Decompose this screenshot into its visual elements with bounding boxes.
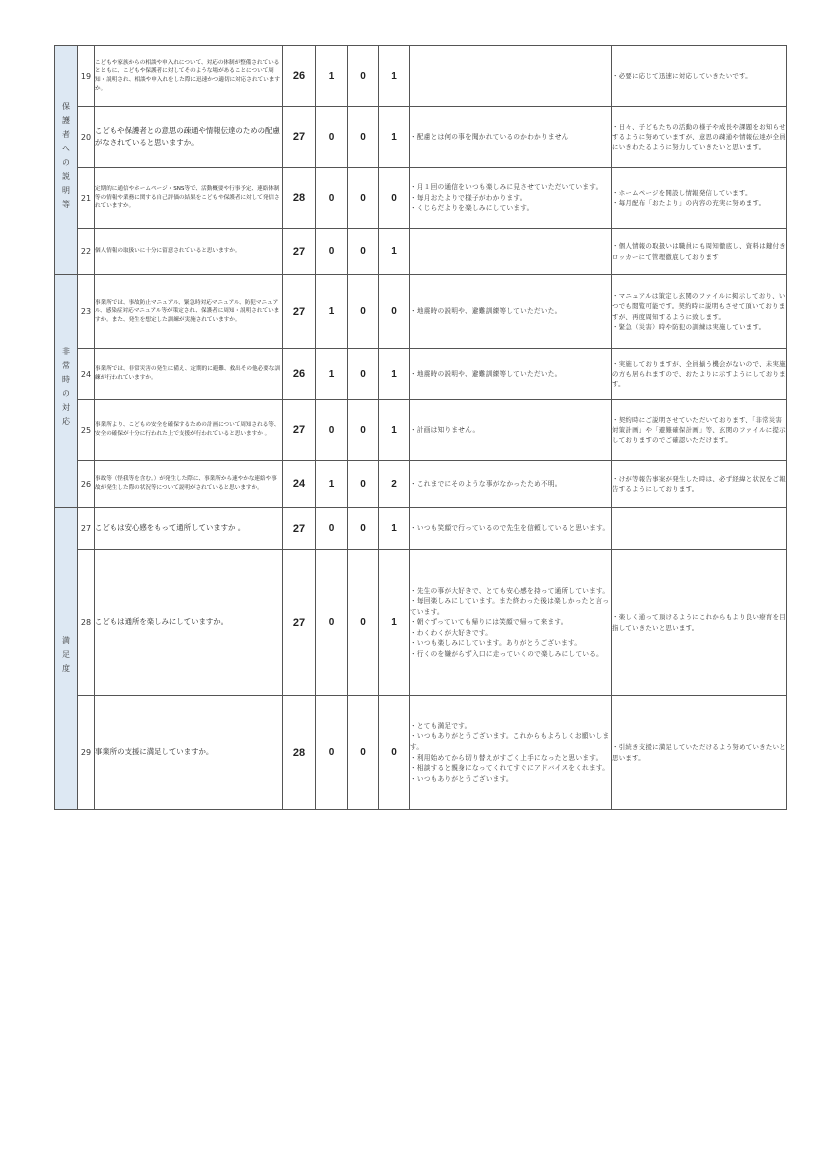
count-no: 0 (348, 46, 379, 107)
opinion-line: ・地震時の説明や、避難訓練等していただいた。 (410, 369, 562, 378)
reply-line: ・引続き支援に満足していただけるよう努めていきたいと思います。 (612, 743, 786, 762)
count-yes: 26 (283, 46, 316, 107)
facility-reply (612, 107, 787, 168)
count-unknown: 0 (316, 400, 348, 461)
table-row (55, 229, 787, 275)
table-row (55, 107, 787, 168)
reply-line: ・緊急（災害）時や防犯の訓練は実施しています。 (612, 322, 766, 331)
reply-line: ・マニュアルは策定し玄関のファイルに掲示しており、いつでも閲覧可能です。契約時に説明もさせて頂いておりますが、再度周知するように致します。 (612, 292, 786, 321)
category-cell (55, 508, 78, 810)
reply-line: ・実施しておりますが、全員揃う機会がないので、未実施の方も居られますので、おたよりに示すようにしております。 (612, 359, 786, 389)
count-unknown: 1 (316, 275, 348, 349)
count-na: 1 (379, 400, 410, 461)
question-number: 24 (78, 349, 95, 400)
table-row (55, 696, 787, 810)
question-number: 19 (78, 46, 95, 107)
facility-reply (612, 349, 787, 400)
count-na: 1 (379, 229, 410, 275)
facility-reply (612, 461, 787, 508)
count-na: 0 (379, 275, 410, 349)
table-row (55, 275, 787, 349)
count-no: 0 (348, 349, 379, 400)
reply-line: ・ホームページを開設し情報発信しています。 (612, 188, 752, 197)
count-yes: 27 (283, 550, 316, 696)
category-cell (55, 46, 78, 275)
opinion-line: ・配慮とは何の事を聞かれているのかわかりません (410, 132, 569, 141)
count-yes: 24 (283, 461, 316, 508)
question-text: こどもや保護者との意思の疎通や情報伝達のための配慮がなされていると思いますか。 (95, 107, 283, 168)
count-unknown: 1 (316, 46, 348, 107)
count-na: 1 (379, 107, 410, 168)
reply-line: ・契約時にご説明させていただいております、「非常災害対策計画」や「避難確保計画」等、玄関のファイルに提示しておりますのでご確認いただけます。 (612, 415, 786, 445)
parent-opinion (410, 168, 612, 229)
opinion-line: ・これまでにそのような事がなかったため不明。 (410, 479, 562, 488)
count-yes: 27 (283, 275, 316, 349)
parent-opinion (410, 349, 612, 400)
parent-opinion (410, 461, 612, 508)
opinion-line: ・利用始めてから切り替えがすごく上手になったと思います。 (410, 753, 603, 762)
count-na: 0 (379, 168, 410, 229)
parent-opinion (410, 400, 612, 461)
question-number: 23 (78, 275, 95, 349)
question-number: 21 (78, 168, 95, 229)
count-no: 0 (348, 107, 379, 168)
opinion-line: ・いつも楽しみにしています。ありがとうございます。 (410, 639, 582, 648)
count-no: 0 (348, 508, 379, 550)
parent-opinion (410, 229, 612, 275)
count-na: 1 (379, 46, 410, 107)
count-yes: 28 (283, 696, 316, 810)
opinion-line: ・いつもありがとうございます。これからもよろしくお願いします。 (410, 732, 610, 751)
count-unknown: 0 (316, 168, 348, 229)
count-unknown: 0 (316, 550, 348, 696)
opinion-line: ・わくわくが大好きです。 (410, 628, 493, 637)
question-number: 20 (78, 107, 95, 168)
count-unknown: 0 (316, 107, 348, 168)
count-na: 1 (379, 550, 410, 696)
category-cell (55, 275, 78, 508)
count-na: 1 (379, 508, 410, 550)
opinion-line: ・先生の事が大好きで、とても安心感を持って通所しています。 (410, 586, 610, 595)
opinion-line: ・朝ぐずっていても帰りには笑顔で帰って来ます。 (410, 618, 568, 627)
parent-opinion (410, 275, 612, 349)
reply-line: ・日々、子どもたちの活動の様子や成長や課題をお知らせするように努めていますが、意思の疎通や情報伝達が全員にいきわたるように努力していきたいと思います。 (612, 122, 786, 152)
question-text: 事業所では、非常災害の発生に備え、定期的に避難、救出その他必要な訓練が行われていますか。 (95, 349, 283, 400)
category-label: 保護者への説明等 (61, 102, 71, 214)
table-row (55, 168, 787, 229)
count-yes: 27 (283, 508, 316, 550)
count-no: 0 (348, 461, 379, 508)
count-unknown: 1 (316, 349, 348, 400)
table-row (55, 349, 787, 400)
question-text: こどもは安心感をもって通所していますか 。 (95, 508, 283, 550)
category-label: 満足度 (61, 635, 71, 678)
reply-line: ・けが等報告事案が発生した時は、必ず経緯と状況をご報告するようにしております。 (612, 474, 786, 493)
facility-reply (612, 168, 787, 229)
opinion-line: ・いつもありがとうございます。 (410, 774, 513, 783)
facility-reply (612, 229, 787, 275)
question-text: 事故等（怪我等を含む。）が発生した際に、事業所から速やかな連絡や事故が発生した際の状況等について説明がされていると思いますか。 (95, 461, 283, 508)
question-text: 個人情報の取扱いに十分に留意されていると思いますか。 (95, 229, 283, 275)
count-unknown: 0 (316, 696, 348, 810)
question-number: 28 (78, 550, 95, 696)
count-unknown: 1 (316, 461, 348, 508)
count-no: 0 (348, 275, 379, 349)
table-row (55, 46, 787, 107)
opinion-line: ・くじらだよりを楽しみにしています。 (410, 204, 534, 213)
parent-opinion (410, 696, 612, 810)
opinion-line: ・毎回楽しみにしています。また終わった後は楽しかったと言っています。 (410, 597, 610, 616)
table-row (55, 461, 787, 508)
count-no: 0 (348, 696, 379, 810)
parent-opinion (410, 46, 612, 107)
opinion-line: ・とても満足です。 (410, 721, 472, 730)
count-no: 0 (348, 550, 379, 696)
reply-line: ・個人情報の取扱いは職員にも周知徹底し、資料は鍵付きロッカーにて管理徹底しております (612, 242, 786, 261)
question-number: 29 (78, 696, 95, 810)
count-na: 1 (379, 349, 410, 400)
count-yes: 26 (283, 349, 316, 400)
question-text: こどもは通所を楽しみにしていますか。 (95, 550, 283, 696)
count-no: 0 (348, 168, 379, 229)
count-yes: 28 (283, 168, 316, 229)
opinion-line: ・毎月おたよりで様子がわかります。 (410, 193, 527, 202)
reply-line: ・毎月配布「おたより」の内容の充実に努めます。 (612, 199, 766, 207)
table-row (55, 508, 787, 550)
facility-reply (612, 508, 787, 550)
category-label: 非常時の対応 (61, 347, 71, 431)
reply-line: ・必要に応じて迅速に対応していきたいです。 (612, 71, 752, 80)
count-unknown: 0 (316, 508, 348, 550)
facility-reply (612, 275, 787, 349)
opinion-line: ・行くのを嫌がらず入口に走っていくので楽しみにしている。 (410, 649, 604, 658)
table-row (55, 400, 787, 461)
opinion-line: ・計画は知りません。 (410, 425, 480, 434)
question-number: 22 (78, 229, 95, 275)
opinion-line: ・月１回の通信をいつも楽しみに見させていただいています。 (410, 183, 603, 192)
question-text: 事業所の支援に満足していますか。 (95, 696, 283, 810)
count-na: 0 (379, 696, 410, 810)
question-number: 26 (78, 461, 95, 508)
evaluation-table (54, 45, 787, 810)
question-text: こどもや家族からの相談や申入れについて、対応の体制が整備されているとともに、こどもや保護者に対してそのような場があることについて周知・説明され、相談や申入れをした際に迅速かつ適切に対応されていますか。 (95, 46, 283, 107)
count-yes: 27 (283, 400, 316, 461)
question-number: 27 (78, 508, 95, 550)
question-text: 事業所より、こどもの安全を確保するための計画について周知される等、安全の確保が十分に行われた上で支援が行われていると思いますか 。 (95, 400, 283, 461)
facility-reply (612, 46, 787, 107)
count-unknown: 0 (316, 229, 348, 275)
count-yes: 27 (283, 107, 316, 168)
opinion-line: ・地震時の説明や、避難訓練等していただいた。 (410, 307, 562, 316)
count-yes: 27 (283, 229, 316, 275)
count-no: 0 (348, 400, 379, 461)
facility-reply (612, 400, 787, 461)
table-row (55, 550, 787, 696)
parent-opinion (410, 107, 612, 168)
question-text: 定期的に通信やホームページ・SNS等で、活動概要や行事予定、連絡体制等の情報や業務に関する自己評価の結果をこどもや保護者に対して発信されていますか。 (95, 168, 283, 229)
question-number: 25 (78, 400, 95, 461)
count-na: 2 (379, 461, 410, 508)
parent-opinion (410, 508, 612, 550)
count-no: 0 (348, 229, 379, 275)
question-text: 事業所では、事故防止マニュアル、緊急時対応マニュアル、防犯マニュアル、感染症対応マニュアル等が策定され、保護者に周知・説明されていますか。また、発生を想定した訓練が実施されていますか。 (95, 275, 283, 349)
reply-line: ・楽しく通って頂けるようにこれからもより良い療育を目指していきたいと思います。 (612, 613, 786, 632)
opinion-line: ・いつも笑顔で行っているので先生を信頼していると思います。 (410, 524, 610, 533)
parent-opinion (410, 550, 612, 696)
facility-reply (612, 696, 787, 810)
opinion-line: ・相談すると親身になってくれてすぐにアドバイスをくれます。 (410, 764, 610, 773)
facility-reply (612, 550, 787, 696)
